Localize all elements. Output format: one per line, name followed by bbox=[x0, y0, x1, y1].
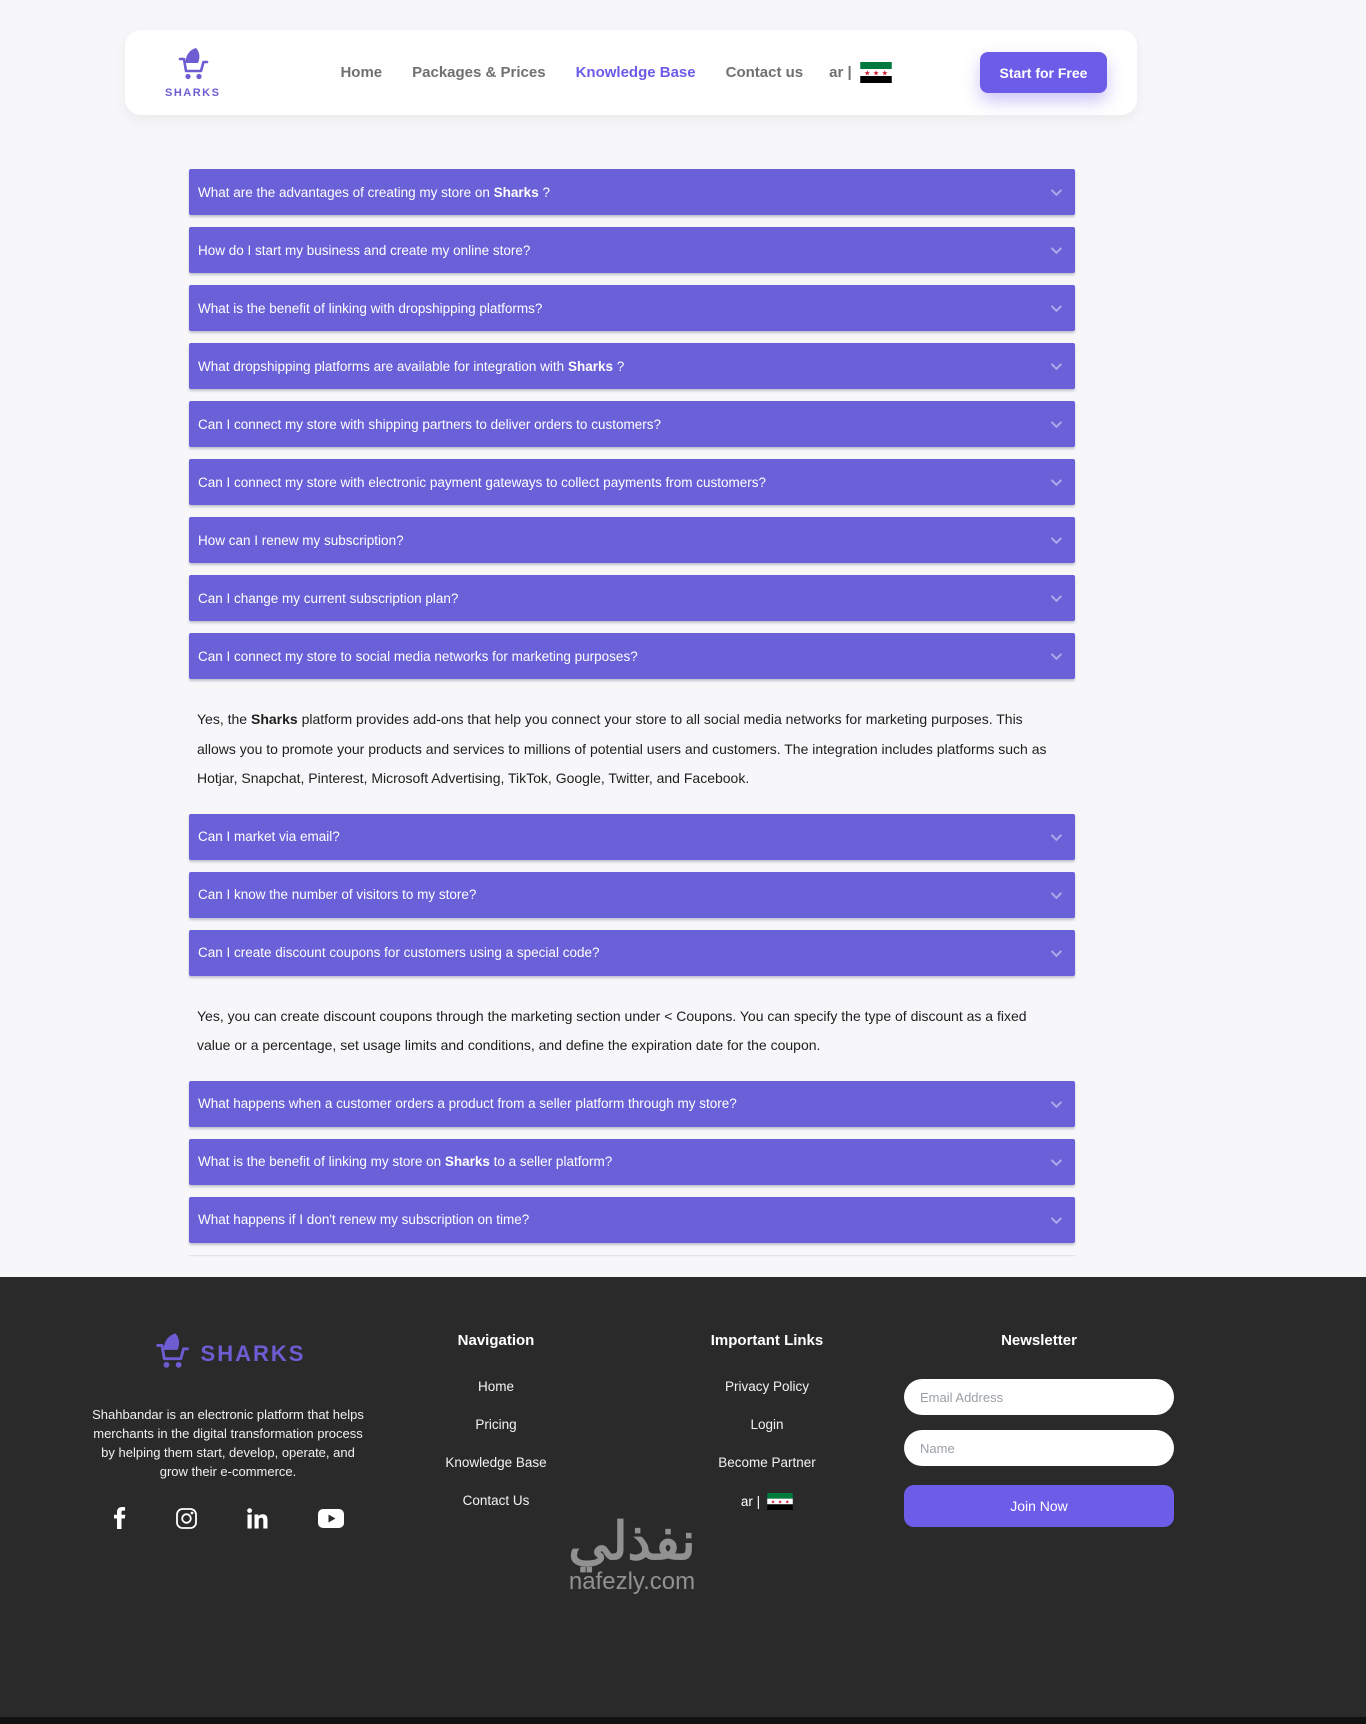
faq-question-renew-subscription[interactable] bbox=[189, 517, 1075, 563]
faq-question-text: What dropshipping platforms are available for integration with Sharks ? bbox=[198, 358, 625, 374]
join-now-button[interactable]: Join Now bbox=[904, 1485, 1174, 1527]
footer-navigation-column bbox=[406, 1332, 586, 1531]
footer-link-home[interactable]: Home bbox=[477, 1379, 514, 1394]
footer-link-pricing[interactable]: Pricing bbox=[475, 1417, 517, 1432]
faq-question-advantages[interactable] bbox=[189, 169, 1075, 215]
faq-question-text: Can I connect my store to social media networks for marketing purposes? bbox=[198, 648, 638, 664]
faq-question-social-media[interactable] bbox=[189, 633, 1075, 679]
faq-question-seller-platform-order[interactable] bbox=[189, 1081, 1075, 1127]
faq-question-payment-gateways[interactable] bbox=[189, 459, 1075, 505]
svg-text:★: ★ bbox=[778, 1500, 783, 1506]
chevron-down-icon bbox=[1051, 591, 1062, 602]
bottom-strip bbox=[0, 1717, 1366, 1724]
instagram-icon[interactable] bbox=[176, 1508, 197, 1529]
faq-divider bbox=[189, 1255, 1075, 1256]
syria-flag-icon bbox=[767, 1493, 793, 1510]
facebook-icon[interactable] bbox=[113, 1507, 126, 1529]
shark-cart-icon bbox=[151, 1332, 193, 1375]
chevron-down-icon bbox=[1051, 301, 1062, 312]
faq-question-email-marketing[interactable] bbox=[189, 814, 1075, 860]
footer-brand-name: SHARKS bbox=[200, 1340, 306, 1366]
header bbox=[125, 30, 1137, 115]
footer bbox=[0, 1277, 1366, 1717]
navigation-heading: Navigation bbox=[457, 1332, 535, 1349]
newsletter-email-input[interactable] bbox=[904, 1379, 1174, 1415]
faq-question-change-plan[interactable] bbox=[189, 575, 1075, 621]
footer-newsletter-column bbox=[904, 1332, 1174, 1531]
faq-question-dropshipping-platforms[interactable] bbox=[189, 343, 1075, 389]
faq-question-no-renewal[interactable] bbox=[189, 1197, 1075, 1243]
svg-text:★: ★ bbox=[881, 69, 888, 77]
nav-packages-prices[interactable]: Packages & Prices bbox=[412, 64, 546, 81]
faq-section bbox=[189, 169, 1075, 1256]
faq-question-text: Can I know the number of visitors to my store? bbox=[198, 887, 477, 902]
chevron-down-icon bbox=[1051, 649, 1062, 660]
footer-brand-column bbox=[88, 1332, 368, 1531]
footer-logo[interactable] bbox=[88, 1332, 368, 1375]
footer-link-privacy-policy[interactable]: Privacy Policy bbox=[724, 1379, 810, 1394]
svg-text:★: ★ bbox=[864, 69, 870, 77]
faq-question-visitor-count[interactable] bbox=[189, 872, 1075, 918]
faq-question-text: What happens if I don't renew my subscription on time? bbox=[198, 1212, 530, 1227]
footer-link-knowledge-base[interactable]: Knowledge Base bbox=[445, 1455, 547, 1470]
faq-question-text: Can I connect my store with electronic payment gateways to collect payments from customers? bbox=[198, 474, 766, 490]
faq-question-start-business[interactable] bbox=[189, 227, 1075, 273]
footer-link-become-partner[interactable]: Become Partner bbox=[718, 1455, 816, 1470]
faq-question-text: How can I renew my subscription? bbox=[198, 532, 404, 548]
footer-link-contact-us[interactable]: Contact Us bbox=[462, 1493, 530, 1508]
faq-question-seller-platform-benefit[interactable] bbox=[189, 1139, 1075, 1185]
chevron-down-icon bbox=[1051, 533, 1062, 544]
start-for-free-button[interactable]: Start for Free bbox=[980, 52, 1107, 93]
chevron-down-icon bbox=[1051, 1096, 1062, 1107]
chevron-down-icon bbox=[1051, 829, 1062, 840]
newsletter-name-input[interactable] bbox=[904, 1430, 1174, 1466]
footer-description: Shahbandar is an electronic platform that helps merchants in the digital transformation process by helping them start, develop, operate, and grow their e-commerce. bbox=[92, 1407, 364, 1479]
svg-text:★: ★ bbox=[873, 69, 879, 77]
footer-important-links-column bbox=[657, 1332, 877, 1531]
chevron-down-icon bbox=[1051, 417, 1062, 428]
faq-question-text: What are the advantages of creating my store on Sharks ? bbox=[198, 184, 550, 200]
chevron-down-icon bbox=[1051, 945, 1062, 956]
nav-knowledge-base[interactable]: Knowledge Base bbox=[575, 64, 696, 81]
youtube-icon[interactable] bbox=[318, 1509, 344, 1528]
nav-home[interactable]: Home bbox=[340, 64, 383, 81]
syria-flag-icon bbox=[860, 62, 892, 83]
chevron-down-icon bbox=[1051, 185, 1062, 196]
faq-question-text: What happens when a customer orders a product from a seller platform through my store? bbox=[198, 1096, 737, 1111]
faq-question-shipping-partners[interactable] bbox=[189, 401, 1075, 447]
svg-text:★: ★ bbox=[785, 1500, 790, 1506]
footer-columns bbox=[0, 1277, 1366, 1531]
chevron-down-icon bbox=[1051, 887, 1062, 898]
watermark-arabic: نفذلي bbox=[568, 1513, 696, 1571]
language-switcher[interactable] bbox=[829, 62, 892, 83]
faq-question-text: How do I start my business and create my online store? bbox=[198, 242, 531, 258]
language-label: ar | bbox=[740, 1494, 761, 1509]
brand-logo[interactable] bbox=[165, 47, 220, 99]
brand-name: SHARKS bbox=[165, 86, 221, 99]
chevron-down-icon bbox=[1051, 359, 1062, 370]
faq-question-discount-coupons[interactable] bbox=[189, 930, 1075, 976]
linkedin-icon[interactable] bbox=[247, 1508, 268, 1529]
faq-answer-social-media: Yes, the Sharks platform provides add-ons that help you connect your store to all social media networks for marketing purposes. This allows you to promote your products and services to millions of potential users and customers. The integration includes platforms such as Hotjar, Snapchat, Pinterest, Microsoft Advertising, TikTok, Google, Twitter, and Facebook. bbox=[197, 711, 1047, 786]
watermark-domain: nafezly.com bbox=[568, 1568, 696, 1595]
svg-text:★: ★ bbox=[770, 1500, 776, 1506]
shark-cart-icon bbox=[174, 47, 212, 86]
faq-question-text: What is the benefit of linking with dropshipping platforms? bbox=[198, 300, 543, 316]
language-label: ar | bbox=[829, 64, 852, 81]
chevron-down-icon bbox=[1051, 1154, 1062, 1165]
chevron-down-icon bbox=[1051, 475, 1062, 486]
newsletter-heading: Newsletter bbox=[1001, 1332, 1077, 1349]
main-nav bbox=[340, 64, 803, 81]
faq-question-text: Can I create discount coupons for customers using a special code? bbox=[198, 945, 600, 960]
nav-contact-us[interactable]: Contact us bbox=[725, 64, 804, 81]
faq-answer-discount-coupons: Yes, you can create discount coupons through the marketing section under < Coupons. You can specify the type of discount as a fixed value or a percentage, set usage limits and conditions, and define the expiration date for the coupon. bbox=[197, 1007, 1027, 1053]
faq-question-text: Can I change my current subscription plan? bbox=[198, 590, 459, 606]
footer-language-switcher[interactable] bbox=[657, 1493, 877, 1510]
social-links bbox=[88, 1507, 368, 1529]
faq-question-text: What is the benefit of linking my store on Sharks to a seller platform? bbox=[198, 1154, 613, 1169]
faq-question-dropshipping-benefit[interactable] bbox=[189, 285, 1075, 331]
footer-link-login[interactable]: Login bbox=[750, 1417, 784, 1432]
chevron-down-icon bbox=[1051, 243, 1062, 254]
important-links-heading: Important Links bbox=[710, 1332, 824, 1349]
faq-question-text: Can I connect my store with shipping partners to deliver orders to customers? bbox=[198, 416, 661, 432]
chevron-down-icon bbox=[1051, 1212, 1062, 1223]
faq-question-text: Can I market via email? bbox=[198, 829, 340, 844]
